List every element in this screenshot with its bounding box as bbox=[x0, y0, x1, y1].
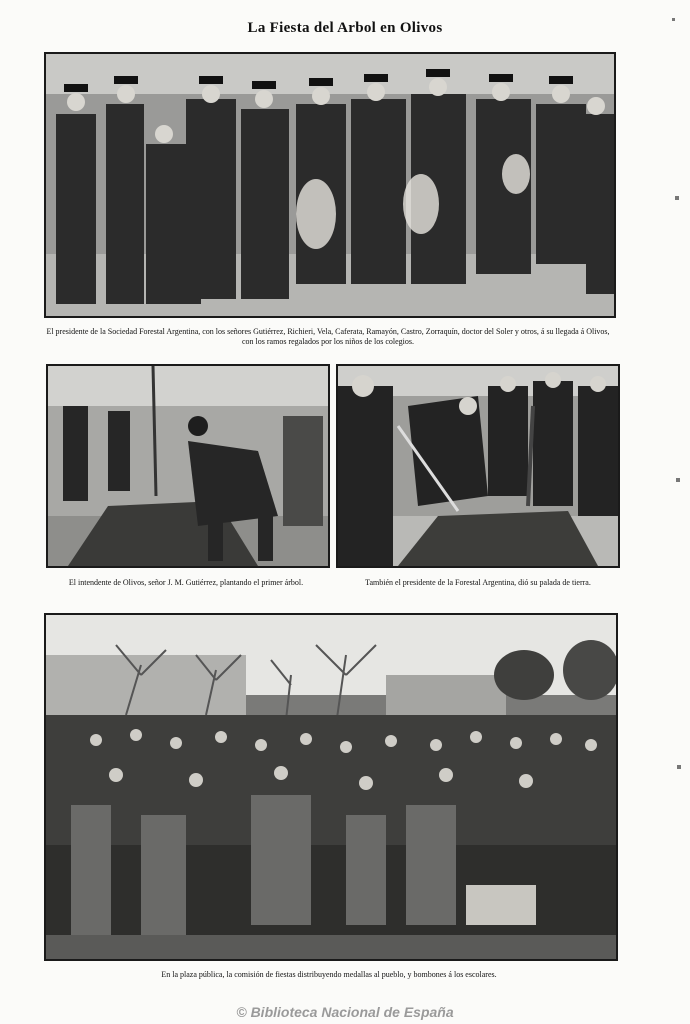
group-portrait-photo bbox=[44, 52, 616, 318]
page-speck bbox=[677, 765, 681, 769]
plaza-crowd-caption: En la plaza pública, la comisión de fiestas distribuyendo medallas al pueblo, y bombones á los escolares. bbox=[161, 970, 497, 979]
mayor-planting-photo bbox=[46, 364, 330, 568]
page-speck bbox=[676, 478, 680, 482]
watermark: © Biblioteca Nacional de España bbox=[236, 1004, 454, 1020]
group-portrait-caption: El presidente de la Sociedad Forestal Argentina, con los señores Gutiérrez, Richieri, Vela, Caferata, Ramayón, Castro, Zorraquín, doctor del Soler y otros, á su llegada á Olivos, con los ramos regalados por los niños de los colegios. bbox=[46, 327, 610, 346]
plaza-crowd-photo bbox=[44, 613, 618, 961]
page-speck bbox=[672, 18, 675, 21]
president-shovel-caption: También el presidente de la Forestal Argentina, dió su palada de tierra. bbox=[365, 578, 591, 587]
page-speck bbox=[675, 196, 679, 200]
mayor-planting-caption: El intendente de Olivos, señor J. M. Gutiérrez, plantando el primer árbol. bbox=[68, 578, 304, 587]
president-shovel-photo bbox=[336, 364, 620, 568]
page-title: La Fiesta del Arbol en Olivos bbox=[247, 20, 443, 36]
